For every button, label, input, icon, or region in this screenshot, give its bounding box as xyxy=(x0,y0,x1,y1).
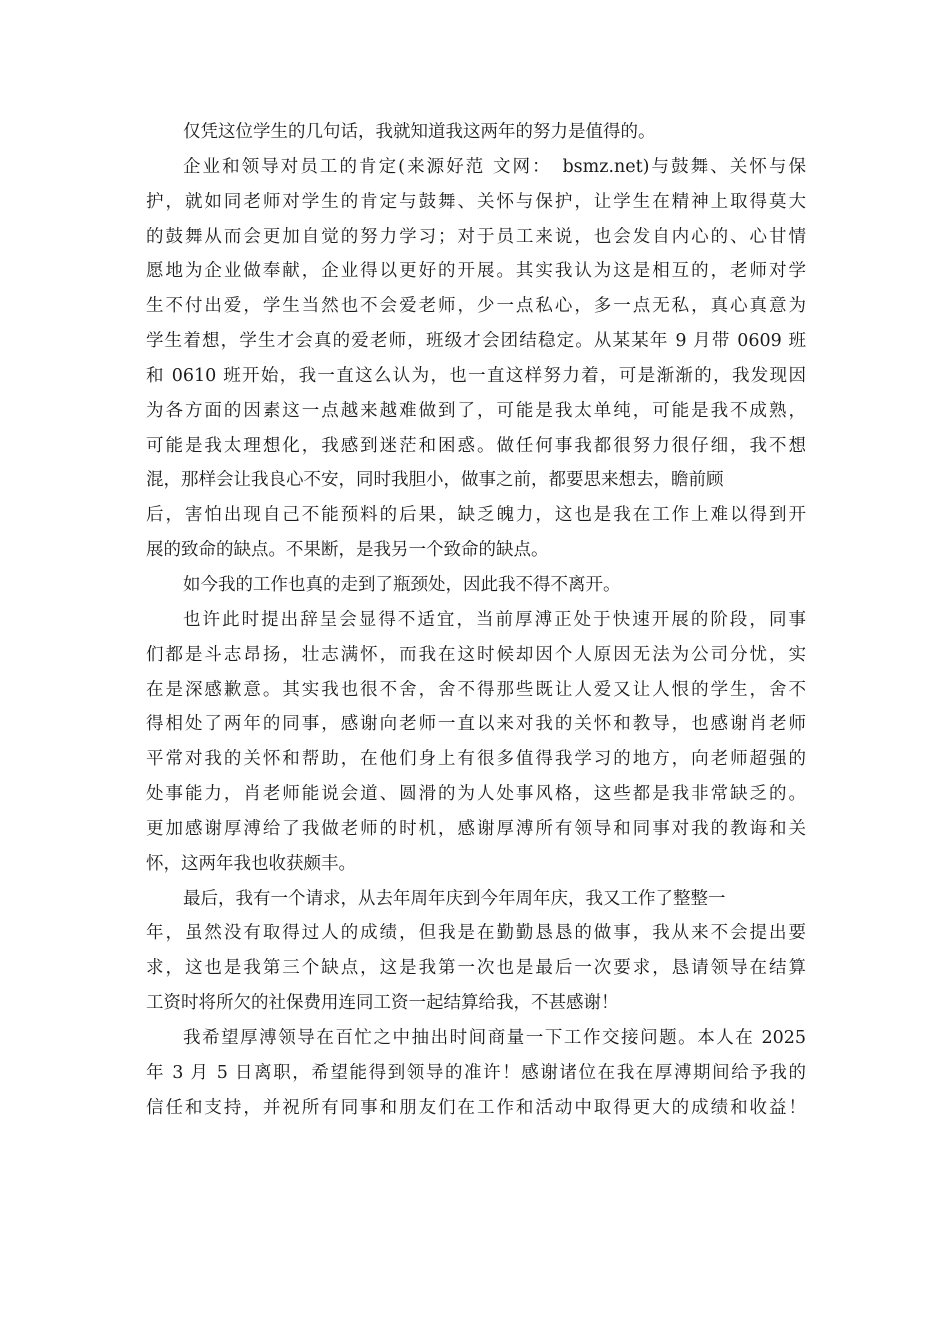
paragraph-line: 的鼓舞从而会更加自觉的努力学习；对于员工来说，也会发自内心的、心甘情 xyxy=(146,226,806,247)
paragraph-first-line: 最后，我有一个请求，从去年周年庆到今年周年庆，我又工作了整整一 xyxy=(183,888,726,909)
paragraph-first-line: 企业和领导对员工的肯定(来源好范 文网： bsmz.net)与鼓舞、关怀与保 xyxy=(183,156,806,177)
paragraph-line: 和 0610 班开始，我一直这么认为，也一直这样努力着，可是渐渐的，我发现因 xyxy=(146,365,806,386)
paragraph-line: 护，就如同老师对学生的肯定与鼓舞、关怀与保护，让学生在精神上取得莫大 xyxy=(146,191,806,212)
paragraph-line: 展的致命的缺点。不果断，是我另一个致命的缺点。 xyxy=(146,540,549,561)
paragraph-line: 更加感谢厚溥给了我做老师的时机，感谢厚溥所有领导和同事对我的教诲和关 xyxy=(146,818,806,839)
paragraph-first-line: 我希望厚溥领导在百忙之中抽出时间商量一下工作交接问题。本人在 2025 xyxy=(183,1027,806,1048)
paragraph-line: 处事能力，肖老师能说会道、圆滑的为人处事风格，这些都是我非常缺乏的。 xyxy=(146,784,806,805)
paragraph-line: 生不付出爱，学生当然也不会爱老师，少一点私心，多一点无私，真心真意为 xyxy=(146,296,806,317)
paragraph-line: 工资时将所欠的社保费用连同工资一起结算给我，不甚感谢！ xyxy=(146,993,619,1014)
paragraph-line: 求，这也是我第三个缺点，这是我第一次也是最后一次要求，恳请领导在结算 xyxy=(146,958,806,979)
paragraph-first-line: 仅凭这位学生的几句话，我就知道我这两年的努力是值得的。 xyxy=(183,122,656,142)
paragraph-line: 在是深感歉意。其实我也很不舍，舍不得那些既让人爱又让人恨的学生，舍不 xyxy=(146,679,806,700)
paragraph-line: 怀，这两年我也收获颇丰。 xyxy=(146,853,356,874)
document-body xyxy=(146,115,806,1125)
paragraph-line: 后，害怕出现自己不能预料的后果，缺乏魄力，这也是我在工作上难以得到开 xyxy=(146,505,806,526)
paragraph-line: 可能是我太理想化，我感到迷茫和困惑。做任何事我都很努力很仔细，我不想 xyxy=(146,435,806,456)
paragraph-line: 得相处了两年的同事，感谢向老师一直以来对我的关怀和教导，也感谢肖老师 xyxy=(146,714,806,735)
paragraph-line: 学生着想，学生才会真的爱老师，班级才会团结稳定。从某某年 9 月带 0609 班 xyxy=(146,331,806,352)
paragraph-line: 平常对我的关怀和帮助，在他们身上有很多值得我学习的地方，向老师超强的 xyxy=(146,749,806,770)
paragraph-line: 年，虽然没有取得过人的成绩，但我是在勤勤恳恳的做事，我从来不会提出要 xyxy=(146,923,806,944)
paragraph-line: 愿地为企业做奉献，企业得以更好的开展。其实我认为这是相互的，老师对学 xyxy=(146,261,806,282)
paragraph-line: 混，那样会让我良心不安，同时我胆小，做事之前，都要思来想去，瞻前顾 xyxy=(146,470,724,491)
paragraph-line: 年 3 月 5 日离职，希望能得到领导的准许！感谢诸位在我在厚溥期间给予我的 xyxy=(146,1062,806,1083)
paragraph-first-line: 也许此时提出辞呈会显得不适宜，当前厚溥正处于快速开展的阶段，同事 xyxy=(183,609,806,630)
paragraph-line: 们都是斗志昂扬，壮志满怀，而我在这时候却因个人原因无法为公司分忧，实 xyxy=(146,644,806,665)
paragraph-line: 为各方面的因素这一点越来越难做到了，可能是我太单纯，可能是我不成熟， xyxy=(146,400,806,421)
paragraph-first-line: 如今我的工作也真的走到了瓶颈处，因此我不得不离开。 xyxy=(183,574,621,595)
paragraph-line: 信任和支持，并祝所有同事和朋友们在工作和活动中取得更大的成绩和收益！ xyxy=(146,1097,806,1118)
